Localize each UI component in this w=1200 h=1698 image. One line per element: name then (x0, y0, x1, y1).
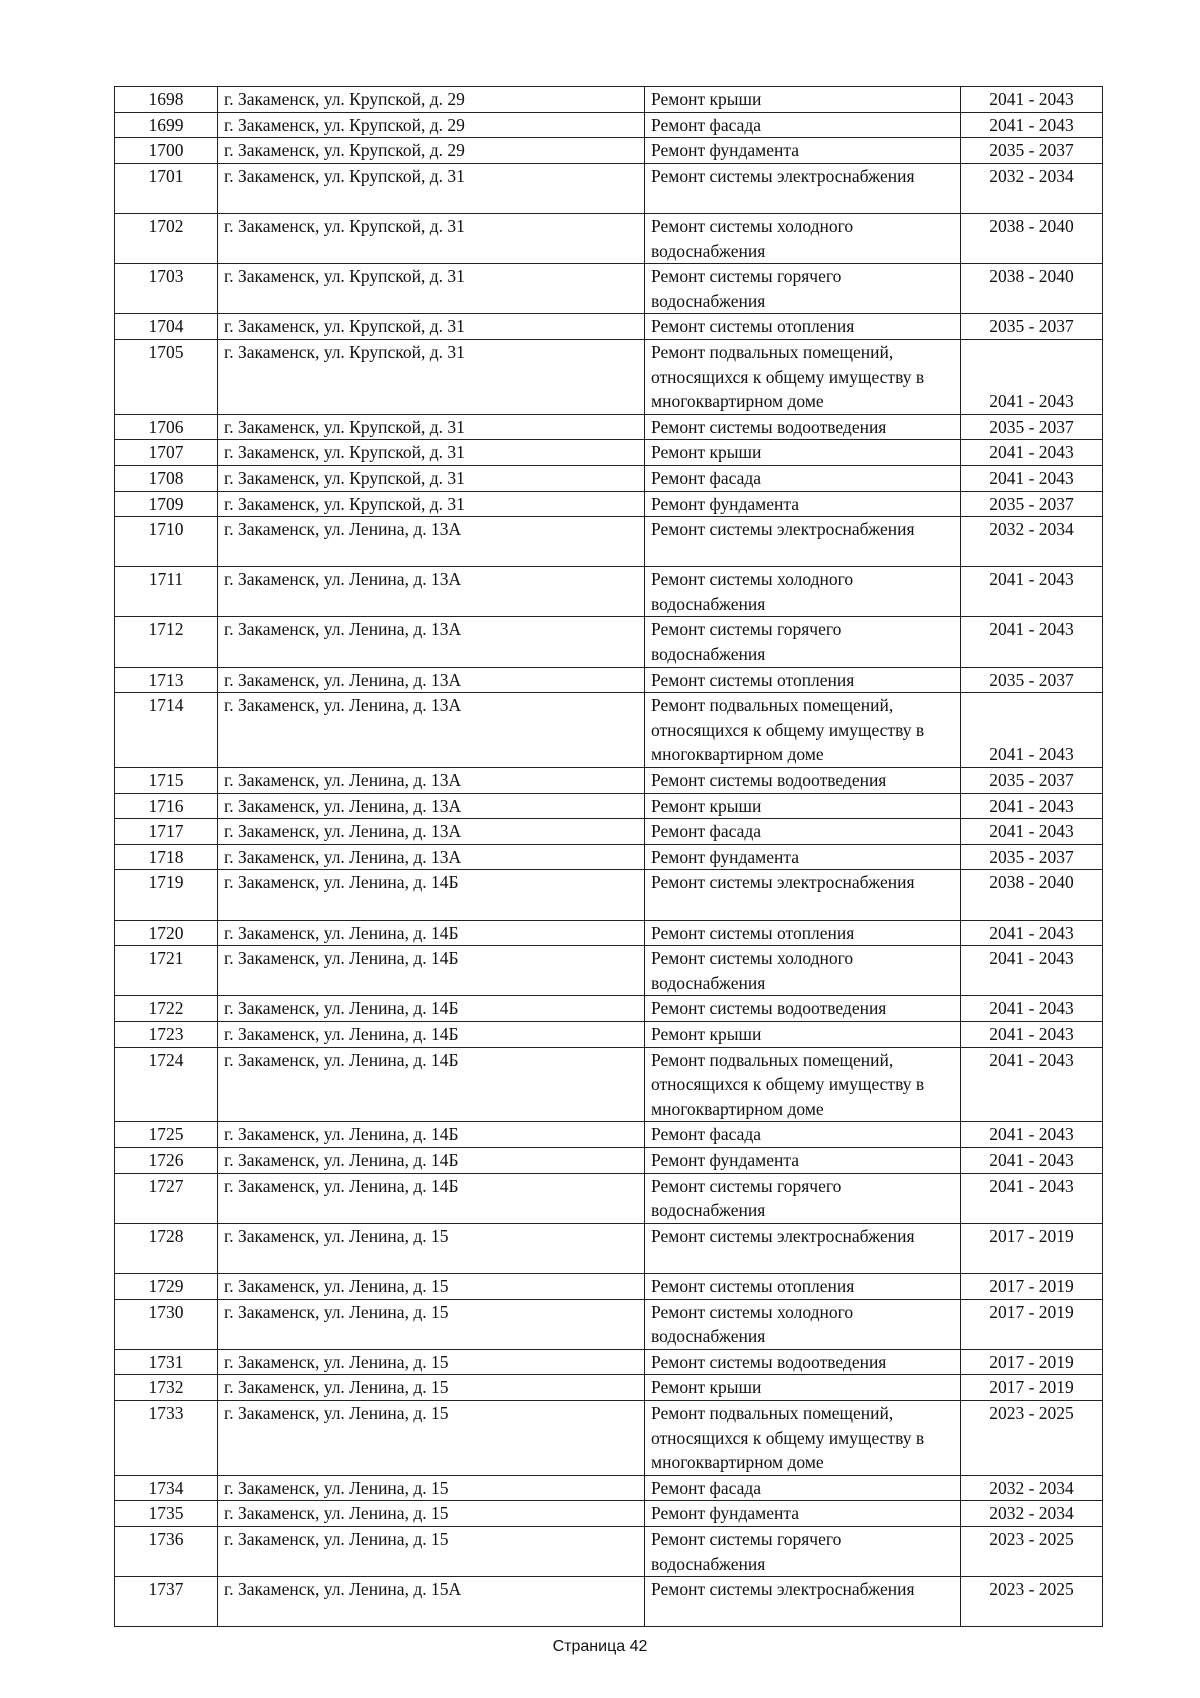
row-number-cell: 1708 (115, 465, 218, 491)
period-cell: 2041 - 2043 (961, 87, 1103, 113)
address-cell: г. Закаменск, ул. Ленина, д. 15А (218, 1577, 645, 1627)
row-number-cell: 1701 (115, 163, 218, 213)
work-type-cell: Ремонт фасада (645, 112, 961, 138)
address-cell: г. Закаменск, ул. Ленина, д. 14Б (218, 1147, 645, 1173)
address-cell: г. Закаменск, ул. Крупской, д. 31 (218, 414, 645, 440)
work-type-cell: Ремонт фундамента (645, 844, 961, 870)
row-number-cell: 1706 (115, 414, 218, 440)
period-cell: 2041 - 2043 (961, 793, 1103, 819)
work-type-cell: Ремонт фундамента (645, 138, 961, 164)
row-number-cell: 1728 (115, 1223, 218, 1273)
period-cell: 2041 - 2043 (961, 112, 1103, 138)
period-cell: 2041 - 2043 (961, 339, 1103, 414)
address-cell: г. Закаменск, ул. Ленина, д. 13А (218, 693, 645, 768)
address-cell: г. Закаменск, ул. Ленина, д. 15 (218, 1349, 645, 1375)
table-row (115, 1147, 1103, 1173)
address-cell: г. Закаменск, ул. Ленина, д. 14Б (218, 1022, 645, 1048)
address-cell: г. Закаменск, ул. Ленина, д. 13А (218, 793, 645, 819)
work-type-cell: Ремонт системы водоотведения (645, 1349, 961, 1375)
table-row (115, 1475, 1103, 1501)
table-row (115, 693, 1103, 768)
period-cell: 2017 - 2019 (961, 1375, 1103, 1401)
row-number-cell: 1733 (115, 1400, 218, 1475)
table-row (115, 617, 1103, 667)
period-cell: 2041 - 2043 (961, 567, 1103, 617)
table-row (115, 567, 1103, 617)
row-number-cell: 1713 (115, 667, 218, 693)
table-row (115, 264, 1103, 314)
period-cell: 2041 - 2043 (961, 920, 1103, 946)
period-cell: 2041 - 2043 (961, 693, 1103, 768)
table-row (115, 163, 1103, 213)
table-row (115, 844, 1103, 870)
row-number-cell: 1707 (115, 440, 218, 466)
table-row (115, 1173, 1103, 1223)
address-cell: г. Закаменск, ул. Ленина, д. 14Б (218, 1173, 645, 1223)
period-cell: 2035 - 2037 (961, 768, 1103, 794)
period-cell: 2038 - 2040 (961, 264, 1103, 314)
work-type-cell: Ремонт системы водоотведения (645, 414, 961, 440)
work-type-cell: Ремонт фасада (645, 1475, 961, 1501)
address-cell: г. Закаменск, ул. Крупской, д. 29 (218, 112, 645, 138)
address-cell: г. Закаменск, ул. Крупской, д. 29 (218, 138, 645, 164)
row-number-cell: 1716 (115, 793, 218, 819)
work-type-cell: Ремонт системы отопления (645, 667, 961, 693)
address-cell: г. Закаменск, ул. Ленина, д. 13А (218, 768, 645, 794)
work-type-cell: Ремонт фасада (645, 1122, 961, 1148)
row-number-cell: 1715 (115, 768, 218, 794)
work-type-cell: Ремонт крыши (645, 87, 961, 113)
table-body (115, 87, 1103, 1627)
work-type-cell: Ремонт крыши (645, 440, 961, 466)
work-type-cell: Ремонт системы холодного водоснабжения (645, 1299, 961, 1349)
address-cell: г. Закаменск, ул. Ленина, д. 15 (218, 1375, 645, 1401)
row-number-cell: 1698 (115, 87, 218, 113)
table-row (115, 819, 1103, 845)
address-cell: г. Закаменск, ул. Ленина, д. 15 (218, 1223, 645, 1273)
address-cell: г. Закаменск, ул. Ленина, д. 14Б (218, 996, 645, 1022)
period-cell: 2032 - 2034 (961, 163, 1103, 213)
period-cell: 2032 - 2034 (961, 517, 1103, 567)
address-cell: г. Закаменск, ул. Крупской, д. 31 (218, 465, 645, 491)
row-number-cell: 1714 (115, 693, 218, 768)
row-number-cell: 1703 (115, 264, 218, 314)
row-number-cell: 1722 (115, 996, 218, 1022)
row-number-cell: 1724 (115, 1047, 218, 1122)
row-number-cell: 1721 (115, 946, 218, 996)
work-type-cell: Ремонт системы водоотведения (645, 768, 961, 794)
address-cell: г. Закаменск, ул. Ленина, д. 13А (218, 517, 645, 567)
address-cell: г. Закаменск, ул. Ленина, д. 14Б (218, 946, 645, 996)
work-type-cell: Ремонт системы электроснабжения (645, 870, 961, 920)
table-row (115, 491, 1103, 517)
work-type-cell: Ремонт подвальных помещений, относящихся к общему имуществу в многоквартирном доме (645, 693, 961, 768)
period-cell: 2017 - 2019 (961, 1273, 1103, 1299)
work-type-cell: Ремонт системы электроснабжения (645, 1223, 961, 1273)
table-row (115, 87, 1103, 113)
page-number: Страница 42 (552, 1638, 648, 1655)
work-type-cell: Ремонт системы отопления (645, 1273, 961, 1299)
period-cell: 2041 - 2043 (961, 465, 1103, 491)
period-cell: 2041 - 2043 (961, 617, 1103, 667)
row-number-cell: 1719 (115, 870, 218, 920)
period-cell: 2041 - 2043 (961, 440, 1103, 466)
address-cell: г. Закаменск, ул. Ленина, д. 13А (218, 567, 645, 617)
work-type-cell: Ремонт системы отопления (645, 920, 961, 946)
address-cell: г. Закаменск, ул. Ленина, д. 14Б (218, 870, 645, 920)
table-row (115, 1299, 1103, 1349)
address-cell: г. Закаменск, ул. Ленина, д. 15 (218, 1400, 645, 1475)
address-cell: г. Закаменск, ул. Ленина, д. 14Б (218, 1047, 645, 1122)
period-cell: 2023 - 2025 (961, 1577, 1103, 1627)
row-number-cell: 1725 (115, 1122, 218, 1148)
table-row (115, 414, 1103, 440)
work-type-cell: Ремонт фундамента (645, 1147, 961, 1173)
row-number-cell: 1702 (115, 213, 218, 263)
work-type-cell: Ремонт системы горячего водоснабжения (645, 264, 961, 314)
table-row (115, 138, 1103, 164)
period-cell: 2038 - 2040 (961, 870, 1103, 920)
row-number-cell: 1720 (115, 920, 218, 946)
work-type-cell: Ремонт крыши (645, 1022, 961, 1048)
period-cell: 2035 - 2037 (961, 667, 1103, 693)
work-type-cell: Ремонт системы водоотведения (645, 996, 961, 1022)
row-number-cell: 1699 (115, 112, 218, 138)
row-number-cell: 1704 (115, 314, 218, 340)
row-number-cell: 1712 (115, 617, 218, 667)
row-number-cell: 1711 (115, 567, 218, 617)
table-row (115, 465, 1103, 491)
period-cell: 2035 - 2037 (961, 414, 1103, 440)
period-cell: 2038 - 2040 (961, 213, 1103, 263)
work-type-cell: Ремонт системы холодного водоснабжения (645, 567, 961, 617)
work-type-cell: Ремонт подвальных помещений, относящихся к общему имуществу в многоквартирном доме (645, 339, 961, 414)
table-row (115, 339, 1103, 414)
table-row (115, 1501, 1103, 1527)
table-row (115, 1047, 1103, 1122)
table-row (115, 1526, 1103, 1576)
table-row (115, 1349, 1103, 1375)
period-cell: 2023 - 2025 (961, 1526, 1103, 1576)
period-cell: 2041 - 2043 (961, 1022, 1103, 1048)
row-number-cell: 1727 (115, 1173, 218, 1223)
repair-schedule-table (114, 86, 1103, 1627)
row-number-cell: 1732 (115, 1375, 218, 1401)
table-row (115, 870, 1103, 920)
table-row (115, 1577, 1103, 1627)
period-cell: 2041 - 2043 (961, 1122, 1103, 1148)
table-row (115, 1273, 1103, 1299)
table-row (115, 440, 1103, 466)
row-number-cell: 1718 (115, 844, 218, 870)
period-cell: 2032 - 2034 (961, 1501, 1103, 1527)
period-cell: 2023 - 2025 (961, 1400, 1103, 1475)
table-row (115, 1022, 1103, 1048)
address-cell: г. Закаменск, ул. Крупской, д. 31 (218, 264, 645, 314)
work-type-cell: Ремонт подвальных помещений, относящихся к общему имуществу в многоквартирном доме (645, 1400, 961, 1475)
address-cell: г. Закаменск, ул. Ленина, д. 14Б (218, 920, 645, 946)
address-cell: г. Закаменск, ул. Крупской, д. 31 (218, 440, 645, 466)
row-number-cell: 1709 (115, 491, 218, 517)
work-type-cell: Ремонт фасада (645, 465, 961, 491)
table-row (115, 996, 1103, 1022)
work-type-cell: Ремонт системы холодного водоснабжения (645, 213, 961, 263)
address-cell: г. Закаменск, ул. Ленина, д. 14Б (218, 1122, 645, 1148)
address-cell: г. Закаменск, ул. Ленина, д. 13А (218, 844, 645, 870)
period-cell: 2041 - 2043 (961, 1047, 1103, 1122)
work-type-cell: Ремонт подвальных помещений, относящихся к общему имуществу в многоквартирном доме (645, 1047, 961, 1122)
address-cell: г. Закаменск, ул. Ленина, д. 15 (218, 1501, 645, 1527)
work-type-cell: Ремонт фасада (645, 819, 961, 845)
address-cell: г. Закаменск, ул. Крупской, д. 29 (218, 87, 645, 113)
address-cell: г. Закаменск, ул. Крупской, д. 31 (218, 339, 645, 414)
address-cell: г. Закаменск, ул. Крупской, д. 31 (218, 491, 645, 517)
row-number-cell: 1723 (115, 1022, 218, 1048)
work-type-cell: Ремонт системы электроснабжения (645, 1577, 961, 1627)
table-row (115, 517, 1103, 567)
work-type-cell: Ремонт фундамента (645, 1501, 961, 1527)
table-row (115, 667, 1103, 693)
work-type-cell: Ремонт системы горячего водоснабжения (645, 1173, 961, 1223)
table-row (115, 920, 1103, 946)
table-row (115, 314, 1103, 340)
work-type-cell: Ремонт фундамента (645, 491, 961, 517)
row-number-cell: 1737 (115, 1577, 218, 1627)
work-type-cell: Ремонт крыши (645, 793, 961, 819)
period-cell: 2041 - 2043 (961, 1173, 1103, 1223)
period-cell: 2035 - 2037 (961, 844, 1103, 870)
table-row (115, 213, 1103, 263)
work-type-cell: Ремонт системы электроснабжения (645, 517, 961, 567)
table-row (115, 112, 1103, 138)
period-cell: 2035 - 2037 (961, 138, 1103, 164)
row-number-cell: 1705 (115, 339, 218, 414)
address-cell: г. Закаменск, ул. Ленина, д. 13А (218, 617, 645, 667)
work-type-cell: Ремонт системы отопления (645, 314, 961, 340)
row-number-cell: 1700 (115, 138, 218, 164)
period-cell: 2041 - 2043 (961, 819, 1103, 845)
document-page (114, 86, 1102, 1627)
row-number-cell: 1735 (115, 1501, 218, 1527)
table-row (115, 1400, 1103, 1475)
work-type-cell: Ремонт системы горячего водоснабжения (645, 617, 961, 667)
address-cell: г. Закаменск, ул. Ленина, д. 15 (218, 1475, 645, 1501)
table-row (115, 1122, 1103, 1148)
period-cell: 2041 - 2043 (961, 946, 1103, 996)
address-cell: г. Закаменск, ул. Ленина, д. 15 (218, 1273, 645, 1299)
address-cell: г. Закаменск, ул. Крупской, д. 31 (218, 213, 645, 263)
row-number-cell: 1736 (115, 1526, 218, 1576)
address-cell: г. Закаменск, ул. Крупской, д. 31 (218, 314, 645, 340)
period-cell: 2017 - 2019 (961, 1299, 1103, 1349)
row-number-cell: 1717 (115, 819, 218, 845)
row-number-cell: 1729 (115, 1273, 218, 1299)
period-cell: 2035 - 2037 (961, 491, 1103, 517)
row-number-cell: 1730 (115, 1299, 218, 1349)
address-cell: г. Закаменск, ул. Ленина, д. 15 (218, 1299, 645, 1349)
row-number-cell: 1710 (115, 517, 218, 567)
period-cell: 2032 - 2034 (961, 1475, 1103, 1501)
work-type-cell: Ремонт крыши (645, 1375, 961, 1401)
work-type-cell: Ремонт системы электроснабжения (645, 163, 961, 213)
row-number-cell: 1734 (115, 1475, 218, 1501)
period-cell: 2041 - 2043 (961, 1147, 1103, 1173)
period-cell: 2041 - 2043 (961, 996, 1103, 1022)
table-row (115, 1375, 1103, 1401)
address-cell: г. Закаменск, ул. Крупской, д. 31 (218, 163, 645, 213)
table-row (115, 768, 1103, 794)
work-type-cell: Ремонт системы горячего водоснабжения (645, 1526, 961, 1576)
work-type-cell: Ремонт системы холодного водоснабжения (645, 946, 961, 996)
address-cell: г. Закаменск, ул. Ленина, д. 13А (218, 667, 645, 693)
table-row (115, 793, 1103, 819)
period-cell: 2035 - 2037 (961, 314, 1103, 340)
period-cell: 2017 - 2019 (961, 1349, 1103, 1375)
table-row (115, 1223, 1103, 1273)
row-number-cell: 1731 (115, 1349, 218, 1375)
address-cell: г. Закаменск, ул. Ленина, д. 15 (218, 1526, 645, 1576)
row-number-cell: 1726 (115, 1147, 218, 1173)
period-cell: 2017 - 2019 (961, 1223, 1103, 1273)
address-cell: г. Закаменск, ул. Ленина, д. 13А (218, 819, 645, 845)
table-row (115, 946, 1103, 996)
